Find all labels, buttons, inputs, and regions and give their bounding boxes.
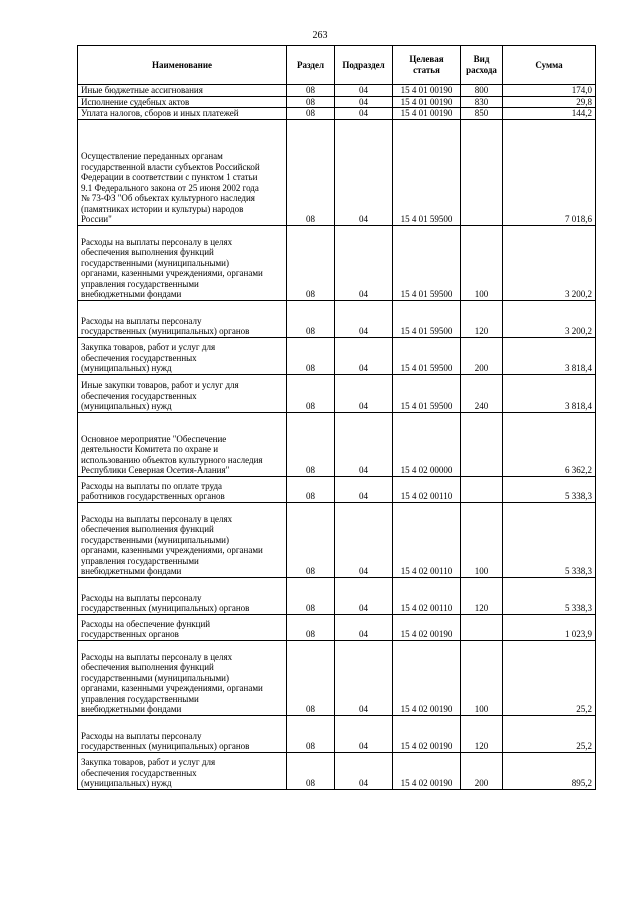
cell-name-line: органами, казенными учреждениями, органами bbox=[81, 268, 263, 278]
header-amount: Сумма bbox=[503, 46, 596, 85]
cell-type: 120 bbox=[461, 300, 503, 337]
cell-name-line: государственных органов bbox=[81, 629, 179, 639]
cell-name bbox=[78, 300, 287, 337]
cell-subsection: 04 bbox=[335, 640, 393, 715]
cell-target: 15 4 01 59500 bbox=[393, 337, 461, 374]
cell-name bbox=[78, 577, 287, 614]
cell-name-line: Исполнение судебных актов bbox=[81, 96, 190, 107]
cell-name-line: деятельности Комитета по охране и bbox=[81, 444, 219, 454]
cell-section: 08 bbox=[287, 715, 335, 752]
cell-name bbox=[78, 119, 287, 225]
cell-name bbox=[78, 412, 287, 476]
budget-table bbox=[77, 45, 596, 790]
cell-subsection: 04 bbox=[335, 374, 393, 412]
cell-name-line: Расходы на выплаты по оплате труда bbox=[81, 480, 223, 491]
cell-name bbox=[78, 640, 287, 715]
cell-amount: 895,2 bbox=[503, 752, 596, 789]
cell-amount: 6 362,2 bbox=[503, 412, 596, 476]
cell-name-line: обеспечения выполнения функций bbox=[81, 524, 214, 534]
cell-amount: 5 338,3 bbox=[503, 476, 596, 502]
cell-subsection: 04 bbox=[335, 96, 393, 108]
cell-name-line: внебюджетными фондами bbox=[81, 289, 182, 299]
cell-type: 100 bbox=[461, 640, 503, 715]
cell-name bbox=[78, 614, 287, 640]
cell-name-line: Уплата налогов, сборов и иных платежей bbox=[81, 108, 239, 118]
cell-target: 15 4 02 00000 bbox=[393, 412, 461, 476]
cell-name-line: Расходы на выплаты персоналу в целях bbox=[81, 513, 233, 524]
table-row bbox=[78, 374, 596, 412]
cell-amount: 5 338,3 bbox=[503, 577, 596, 614]
cell-type bbox=[461, 412, 503, 476]
cell-subsection: 04 bbox=[335, 502, 393, 577]
cell-type: 100 bbox=[461, 502, 503, 577]
cell-section: 08 bbox=[287, 337, 335, 374]
cell-target: 15 4 01 00190 bbox=[393, 108, 461, 120]
cell-target: 15 4 01 59500 bbox=[393, 225, 461, 300]
table-row bbox=[78, 300, 596, 337]
table-row bbox=[78, 85, 596, 97]
cell-name-line: государственных (муниципальных) органов bbox=[81, 603, 250, 613]
cell-name bbox=[78, 337, 287, 374]
cell-name-line: управления государственными bbox=[81, 278, 199, 289]
cell-name-line: государственными (муниципальными) bbox=[81, 257, 229, 268]
cell-target: 15 4 01 59500 bbox=[393, 119, 461, 225]
cell-type bbox=[461, 119, 503, 225]
cell-name-line: Основное мероприятие "Обеспечение bbox=[81, 433, 227, 444]
cell-name-line: внебюджетными фондами bbox=[81, 704, 182, 714]
cell-subsection: 04 bbox=[335, 300, 393, 337]
cell-subsection: 04 bbox=[335, 225, 393, 300]
table-row bbox=[78, 412, 596, 476]
cell-type: 100 bbox=[461, 225, 503, 300]
cell-name-line: государственными (муниципальными) bbox=[81, 672, 229, 683]
cell-section: 08 bbox=[287, 96, 335, 108]
cell-name-line: использованию объектов культурного наследия bbox=[81, 454, 263, 465]
cell-subsection: 04 bbox=[335, 715, 393, 752]
cell-target: 15 4 02 00110 bbox=[393, 577, 461, 614]
cell-subsection: 04 bbox=[335, 108, 393, 120]
cell-subsection: 04 bbox=[335, 119, 393, 225]
cell-name-line: управления государственными bbox=[81, 693, 199, 704]
cell-target: 15 4 01 59500 bbox=[393, 374, 461, 412]
header-name: Наименование bbox=[78, 46, 287, 85]
cell-target: 15 4 02 00190 bbox=[393, 752, 461, 789]
cell-type: 830 bbox=[461, 96, 503, 108]
table-row bbox=[78, 640, 596, 715]
cell-type bbox=[461, 476, 503, 502]
table-header-row bbox=[78, 46, 596, 85]
cell-name-line: управления государственными bbox=[81, 555, 199, 566]
cell-target: 15 4 02 00110 bbox=[393, 476, 461, 502]
cell-type: 200 bbox=[461, 337, 503, 374]
table-row bbox=[78, 502, 596, 577]
cell-name-line: органами, казенными учреждениями, органами bbox=[81, 545, 263, 555]
cell-section: 08 bbox=[287, 752, 335, 789]
page-number: 263 bbox=[312, 30, 328, 41]
cell-subsection: 04 bbox=[335, 337, 393, 374]
cell-name-line: государственных (муниципальных) органов bbox=[81, 741, 250, 751]
cell-name bbox=[78, 96, 287, 108]
cell-name-line: Республики Северная Осетия-Алания" bbox=[81, 465, 230, 475]
table-row bbox=[78, 119, 596, 225]
cell-amount: 174,0 bbox=[503, 85, 596, 97]
cell-amount: 3 818,4 bbox=[503, 374, 596, 412]
cell-amount: 25,2 bbox=[503, 640, 596, 715]
cell-subsection: 04 bbox=[335, 85, 393, 97]
cell-subsection: 04 bbox=[335, 752, 393, 789]
table-row bbox=[78, 715, 596, 752]
cell-name bbox=[78, 502, 287, 577]
cell-section: 08 bbox=[287, 108, 335, 120]
cell-amount: 3 200,2 bbox=[503, 300, 596, 337]
cell-section: 08 bbox=[287, 85, 335, 97]
cell-name-line: (муниципальных) нужд bbox=[81, 778, 172, 788]
cell-name-line: Расходы на выплаты персоналу bbox=[81, 315, 202, 326]
cell-name bbox=[78, 715, 287, 752]
cell-name-line: Федерации в соответствии с пунктом 1 статьи bbox=[81, 172, 258, 182]
table-row bbox=[78, 476, 596, 502]
cell-name-line: обеспечения государственных bbox=[81, 352, 197, 363]
cell-name bbox=[78, 108, 287, 120]
header-target: Целевая статья bbox=[393, 46, 461, 85]
table-row bbox=[78, 96, 596, 108]
cell-name-line: России" bbox=[81, 214, 112, 224]
cell-name bbox=[78, 476, 287, 502]
cell-type: 240 bbox=[461, 374, 503, 412]
cell-amount: 1 023,9 bbox=[503, 614, 596, 640]
cell-section: 08 bbox=[287, 640, 335, 715]
cell-name-line: работников государственных органов bbox=[81, 491, 225, 501]
cell-type: 120 bbox=[461, 577, 503, 614]
header-subsection: Подраздел bbox=[335, 46, 393, 85]
cell-name-line: Расходы на выплаты персоналу в целях bbox=[81, 236, 233, 247]
cell-target: 15 4 01 00190 bbox=[393, 96, 461, 108]
cell-target: 15 4 01 00190 bbox=[393, 85, 461, 97]
cell-amount: 25,2 bbox=[503, 715, 596, 752]
cell-name-line: Расходы на выплаты персоналу bbox=[81, 730, 202, 741]
table-row bbox=[78, 577, 596, 614]
cell-type: 800 bbox=[461, 85, 503, 97]
cell-name-line: обеспечения выполнения функций bbox=[81, 662, 214, 672]
cell-type: 120 bbox=[461, 715, 503, 752]
cell-target: 15 4 01 59500 bbox=[393, 300, 461, 337]
cell-section: 08 bbox=[287, 577, 335, 614]
table-row bbox=[78, 614, 596, 640]
cell-section: 08 bbox=[287, 374, 335, 412]
cell-name-line: государственных (муниципальных) органов bbox=[81, 326, 250, 336]
cell-section: 08 bbox=[287, 614, 335, 640]
cell-name-line: государственными (муниципальными) bbox=[81, 534, 229, 545]
cell-name-line: (муниципальных) нужд bbox=[81, 401, 172, 411]
cell-type: 200 bbox=[461, 752, 503, 789]
cell-section: 08 bbox=[287, 476, 335, 502]
cell-subsection: 04 bbox=[335, 476, 393, 502]
cell-name-line: № 73-ФЗ "Об объектах культурного наследия bbox=[81, 193, 255, 203]
cell-amount: 29,8 bbox=[503, 96, 596, 108]
cell-name-line: (памятниках истории и культуры) народов bbox=[81, 203, 244, 214]
cell-name-line: внебюджетными фондами bbox=[81, 566, 182, 576]
cell-name bbox=[78, 85, 287, 97]
cell-target: 15 4 02 00190 bbox=[393, 614, 461, 640]
cell-name bbox=[78, 225, 287, 300]
table-row bbox=[78, 752, 596, 789]
cell-subsection: 04 bbox=[335, 614, 393, 640]
table-row bbox=[78, 337, 596, 374]
cell-type bbox=[461, 614, 503, 640]
cell-amount: 144,2 bbox=[503, 108, 596, 120]
cell-name-line: 9.1 Федерального закона от 25 июня 2002 года bbox=[81, 182, 259, 193]
cell-section: 08 bbox=[287, 225, 335, 300]
cell-name bbox=[78, 752, 287, 789]
cell-name bbox=[78, 374, 287, 412]
header-type: Вид расхода bbox=[461, 46, 503, 85]
table-row bbox=[78, 108, 596, 120]
cell-name-line: Расходы на выплаты персоналу в целях bbox=[81, 651, 233, 662]
cell-name-line: Расходы на выплаты персоналу bbox=[81, 592, 202, 603]
cell-name-line: обеспечения государственных bbox=[81, 767, 197, 778]
cell-name-line: государственной власти субъектов Российской bbox=[81, 161, 260, 172]
cell-name-line: Иные бюджетные ассигнования bbox=[81, 85, 203, 95]
cell-name-line: Закупка товаров, работ и услуг для bbox=[81, 342, 216, 352]
cell-name-line: (муниципальных) нужд bbox=[81, 363, 172, 373]
cell-name-line: обеспечения выполнения функций bbox=[81, 247, 214, 257]
cell-type: 850 bbox=[461, 108, 503, 120]
cell-name-line: Расходы на обеспечение функций bbox=[81, 618, 211, 629]
cell-target: 15 4 02 00190 bbox=[393, 715, 461, 752]
cell-section: 08 bbox=[287, 119, 335, 225]
cell-name-line: обеспечения государственных bbox=[81, 390, 197, 401]
cell-name-line: Иные закупки товаров, работ и услуг для bbox=[81, 380, 239, 390]
cell-section: 08 bbox=[287, 300, 335, 337]
cell-name-line: Осуществление переданных органам bbox=[81, 151, 223, 161]
cell-amount: 7 018,6 bbox=[503, 119, 596, 225]
cell-subsection: 04 bbox=[335, 412, 393, 476]
header-section: Раздел bbox=[287, 46, 335, 85]
cell-amount: 5 338,3 bbox=[503, 502, 596, 577]
table-row bbox=[78, 225, 596, 300]
cell-name-line: органами, казенными учреждениями, органами bbox=[81, 683, 263, 693]
cell-amount: 3 200,2 bbox=[503, 225, 596, 300]
cell-section: 08 bbox=[287, 412, 335, 476]
table-body bbox=[78, 85, 596, 790]
cell-name-line: Закупка товаров, работ и услуг для bbox=[81, 757, 216, 767]
cell-section: 08 bbox=[287, 502, 335, 577]
cell-subsection: 04 bbox=[335, 577, 393, 614]
cell-amount: 3 818,4 bbox=[503, 337, 596, 374]
cell-target: 15 4 02 00190 bbox=[393, 640, 461, 715]
cell-target: 15 4 02 00110 bbox=[393, 502, 461, 577]
